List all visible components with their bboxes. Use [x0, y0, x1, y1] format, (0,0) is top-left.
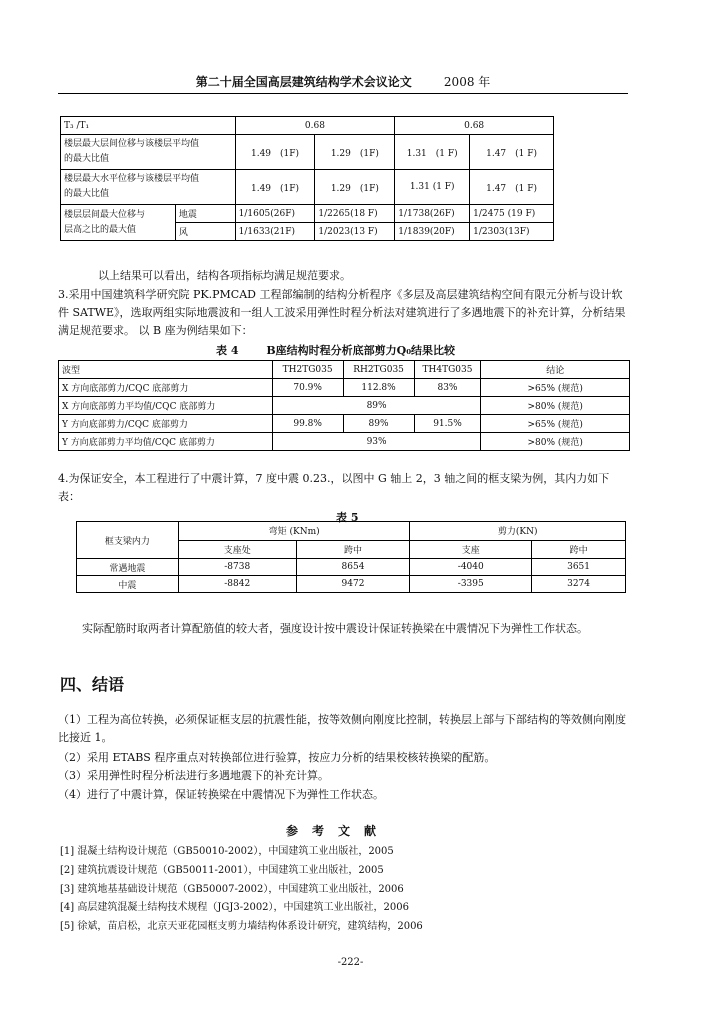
table-row	[59, 361, 630, 379]
table-cell: >80% (规范)	[481, 433, 630, 451]
reference-item: [2] 建筑抗震设计规范（GB50011-2001），中国建筑工业出版社，2005	[60, 865, 384, 876]
table-cell: 70.9%	[272, 379, 343, 397]
cell-line: 楼层最大层间位移与该楼层平均值	[64, 139, 200, 149]
table-cell	[61, 135, 236, 170]
table-cell: -8738	[178, 559, 296, 576]
table-cell: 1/1633(21F)	[235, 223, 315, 241]
table-cell: Y 方向底部剪力平均值/CQC 底部剪力	[59, 433, 273, 451]
table-cell: -8842	[178, 576, 296, 593]
table-header: 弯矩 (KNm)	[178, 522, 410, 541]
table-4	[58, 360, 630, 451]
table-cell: 中震	[77, 576, 179, 593]
table-cell: -4040	[410, 559, 532, 576]
table-row	[77, 559, 626, 576]
table-cell: 1.49 (1F)	[235, 135, 315, 170]
cell-line: 楼层最大水平位移与该楼层平均值	[64, 174, 200, 184]
table-cell: >65% (规范)	[481, 415, 630, 433]
table-1	[60, 116, 554, 241]
table-cell: 1/2023(13 F)	[315, 223, 395, 241]
cell-line: 的最大比值	[64, 189, 110, 199]
table-cell: 1.47 (1 F)	[470, 170, 554, 205]
cell-line: 层高之比的最大值	[64, 224, 137, 235]
table-cell: 常遇地震	[77, 559, 179, 576]
table-row	[59, 397, 630, 415]
table-cell: 9472	[296, 576, 410, 593]
table-cell: 1.49 (1F)	[235, 170, 315, 205]
paragraph: 4.为保证安全，本工程进行了中震计算，7 度中震 0.23.，以图中 G 轴上 2，3 轴之间的框支梁为例，其内力如下表：	[58, 472, 610, 503]
cell-line: 的最大比值	[64, 154, 110, 164]
table-cell: 1/2303(13F)	[470, 223, 554, 241]
conclusion-item: （1）工程为高位转换，必须保证框支层的抗震性能，按等效侧向刚度比控制，转换层上部与下部结构的等效侧向刚度比接近 1。	[58, 713, 626, 744]
paragraph: 实际配筋时取两者计算配筋值的较大者，强度设计按中震设计保证转换梁在中震情况下为弹性工作状态。	[82, 622, 588, 635]
table-cell	[61, 170, 236, 205]
references-title: 参考文献	[286, 824, 391, 838]
table-cell: 91.5%	[414, 415, 481, 433]
table-row	[61, 205, 554, 223]
table-cell: 83%	[414, 379, 481, 397]
table-cell: >65% (规范)	[481, 379, 630, 397]
table-cell: >80% (规范)	[481, 397, 630, 415]
table-row	[61, 117, 554, 135]
reference-item: [1] 混凝土结构设计规范（GB50010-2002），中国建筑工业出版社，2005	[60, 846, 394, 857]
table-cell: 93%	[272, 433, 481, 451]
table-cell: 1.47 (1 F)	[470, 135, 554, 170]
table-header: 跨中	[532, 540, 626, 559]
conclusion-item: （2）采用 ETABS 程序重点对转换部位进行验算，按应力分析的结果校核转换梁的配筋。	[58, 751, 496, 764]
table-header: 支座	[410, 540, 532, 559]
table-row	[59, 379, 630, 397]
conclusion-item: （4）进行了中震计算，保证转换梁在中震情况下为弹性工作状态。	[58, 788, 384, 801]
table-row	[59, 433, 630, 451]
section-title: 四、结语	[60, 675, 125, 694]
table-header: TH4TG035	[414, 361, 481, 379]
table-row	[77, 522, 626, 541]
table-cell: 1/1738(26F)	[395, 205, 470, 223]
table-header: 结论	[481, 361, 630, 379]
table-cell: 89%	[343, 415, 414, 433]
caption-text: B座结构时程分析底部剪力Q₀结果比较	[266, 344, 456, 357]
table-cell: 风	[175, 223, 235, 241]
header-title: 第二十届全国高层建筑结构学术会议论文	[195, 75, 412, 89]
table-cell: 112.8%	[343, 379, 414, 397]
table-row	[59, 415, 630, 433]
table-cell: Y 方向底部剪力/CQC 底部剪力	[59, 415, 273, 433]
table-cell: 1.31 (1 F)	[395, 170, 470, 205]
table-cell: 99.8%	[272, 415, 343, 433]
table-header: RH2TG035	[343, 361, 414, 379]
table-cell	[61, 205, 176, 241]
caption-number: 表 4	[216, 344, 239, 357]
table-5	[76, 521, 626, 593]
table-cell: 3651	[532, 559, 626, 576]
paragraph: 3.采用中国建筑科学研究院 PK.PMCAD 工程部编制的结构分析程序《多层及高层建筑结构空间有限元分析与设计软件 SATWE》，选取两组实际地震波和一组人工波采用弹性时程分析法对建筑进行了多遇地震下的补充计算，分析结果满足规范要求。 以 B 座为例结果如下：	[58, 288, 626, 337]
table-cell: 1/1839(20F)	[395, 223, 470, 241]
table-header: 框支梁内力	[77, 522, 179, 559]
reference-item: [4] 高层建筑混凝土结构技术规程（JGJ3-2002），中国建筑工业出版社，2006	[60, 902, 409, 913]
table-cell: 3274	[532, 576, 626, 593]
table-row	[61, 135, 554, 170]
table-cell: -3395	[410, 576, 532, 593]
cell-line: 楼层层间最大位移与	[64, 209, 146, 220]
page-number: -222-	[337, 957, 364, 968]
table-header: 剪力(KN)	[410, 522, 626, 541]
header-year: 2008 年	[443, 75, 491, 89]
table-cell: 0.68	[235, 117, 395, 135]
table-cell: 地震	[175, 205, 235, 223]
table-cell: 1/2475 (19 F)	[470, 205, 554, 223]
table-caption	[216, 342, 455, 358]
table-cell: X 方向底部剪力平均值/CQC 底部剪力	[59, 397, 273, 415]
reference-item: [3] 建筑地基基础设计规范（GB50007-2002），中国建筑工业出版社，2006	[60, 884, 404, 895]
table-header: 波型	[59, 361, 273, 379]
table-cell: 89%	[272, 397, 481, 415]
conclusion-item: （3）采用弹性时程分析法进行多遇地震下的补充计算。	[58, 769, 329, 782]
table-header: 支座处	[178, 540, 296, 559]
table-cell: T₃ /T₁	[61, 117, 236, 135]
running-header	[58, 73, 628, 90]
table-cell: 1.31 (1 F)	[395, 135, 470, 170]
reference-item: [5] 徐斌，苗启松，北京天亚花园框支剪力墙结构体系设计研究，建筑结构，2006	[60, 921, 423, 932]
table-row	[77, 576, 626, 593]
table-cell: 1.29 (1F)	[315, 170, 395, 205]
table-header: 跨中	[296, 540, 410, 559]
table-cell: 0.68	[395, 117, 554, 135]
table-cell: 1/2265(18 F)	[315, 205, 395, 223]
header-rule	[58, 93, 628, 94]
paragraph: 以上结果可以看出，结构各项指标均满足规范要求。	[98, 269, 351, 282]
table-row	[61, 170, 554, 205]
table-cell: 1/1605(26F)	[235, 205, 315, 223]
table-cell: X 方向底部剪力/CQC 底部剪力	[59, 379, 273, 397]
table-cell: 8654	[296, 559, 410, 576]
table-header: TH2TG035	[272, 361, 343, 379]
table-caption: 表 5	[336, 511, 359, 524]
table-cell: 1.29 (1F)	[315, 135, 395, 170]
